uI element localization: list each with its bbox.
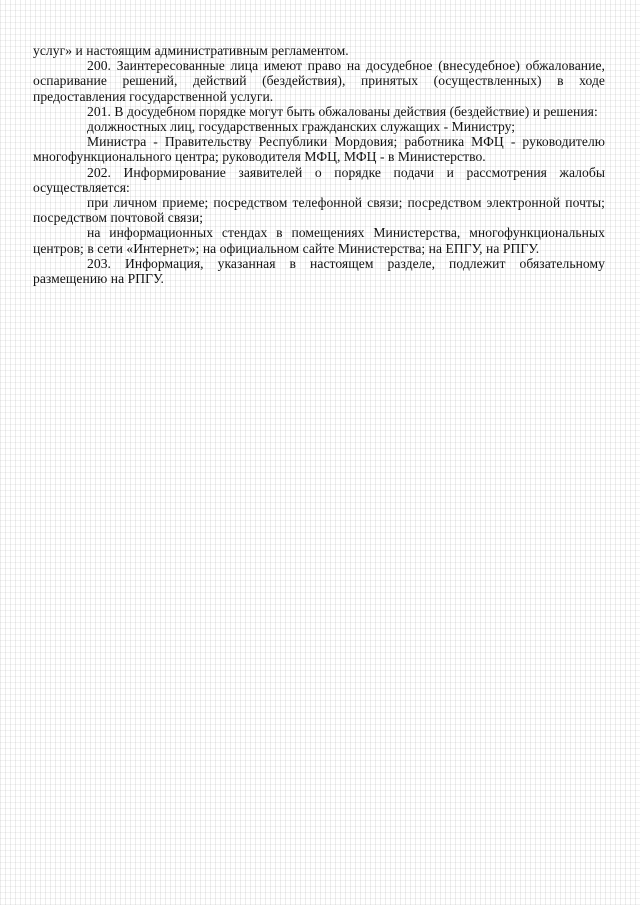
document-body — [33, 43, 605, 286]
paragraph-200: 200. Заинтересованные лица имеют право на досудебное (внесудебное) обжалование, оспаривание решений, действий (бездействия), принятых (осуществленных) в ходе предоставления государственной услуги. — [33, 58, 605, 104]
paragraph-203: 203. Информация, указанная в настоящем разделе, подлежит обязательному размещению на РПГУ. — [33, 255, 605, 287]
paragraph-201-item-officials: должностных лиц, государственных гражданских служащих - Министру; — [87, 119, 516, 135]
paragraph-201-item-minister: Министра - Правительству Республики Мордовия; работника МФЦ - руководителю многофункционального центра; руководителя МФЦ, МФЦ - в Министерство. — [33, 134, 605, 165]
paragraph-202-item-stands: на информационных стендах в помещениях Министерства, многофункциональных центров; в сети «Интернет»; на официальном сайте Министерства; на ЕПГУ, на РПГУ. — [33, 225, 605, 256]
paragraph-202: 202. Информирование заявителей о порядке подачи и рассмотрения жалобы осуществляется: — [33, 164, 605, 195]
paragraph-202-item-contact: при личном приеме; посредством телефонной связи; посредством электронной почты; посредством почтовой связи; — [33, 195, 605, 226]
paragraph-continuation: услуг» и настоящим административным регламентом. — [33, 43, 349, 58]
paragraph-201: 201. В досудебном порядке могут быть обжалованы действия (бездействие) и решения: — [87, 103, 598, 119]
